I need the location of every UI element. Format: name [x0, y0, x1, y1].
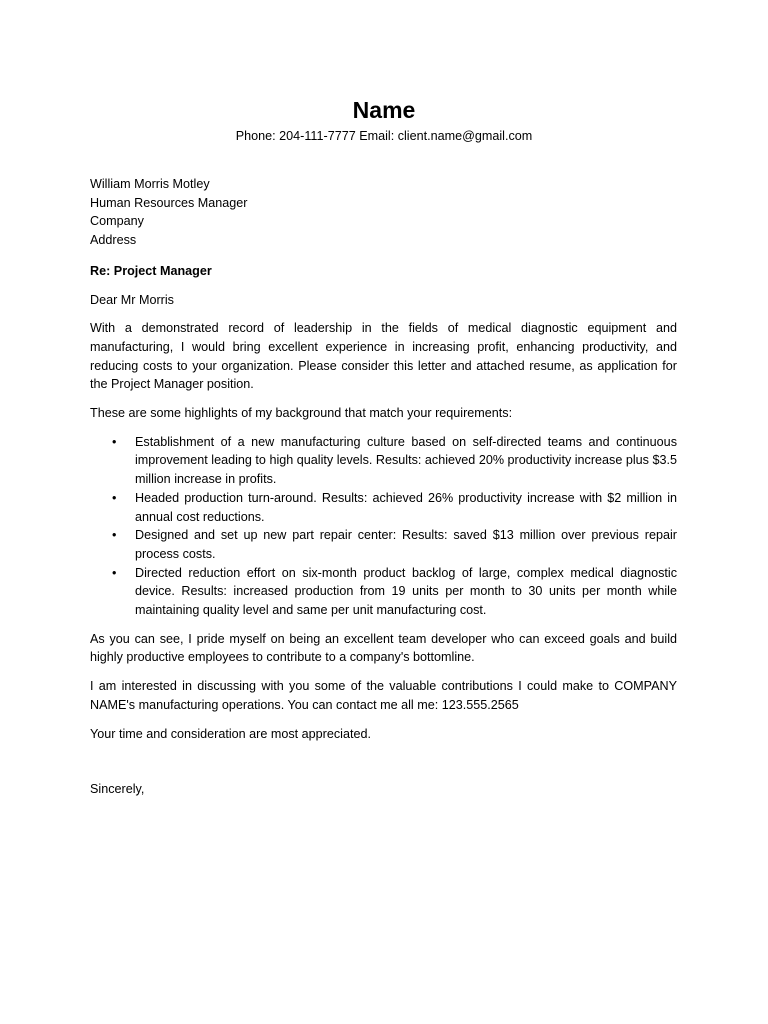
- highlight-text: Directed reduction effort on six-month product backlog of large, complex medical diagnostic device. Results: increased production from 19 units per month to 30 units per month while maintaining quality level and same per unit manufacturing cost.: [135, 565, 677, 618]
- team-paragraph: As you can see, I pride myself on being an excellent team developer who can exceed goals and build highly productive employees to contribute to a company's bottomline.: [90, 631, 677, 665]
- recipient-name: William Morris Motley: [90, 177, 210, 191]
- highlight-text: Designed and set up new part repair center: Results: saved $13 million over previous repair process costs.: [135, 528, 677, 561]
- recipient-block: [90, 175, 677, 250]
- interest-paragraph: I am interested in discussing with you some of the valuable contributions I could make to COMPANY NAME's manufacturing operations. You can contact me all me: 123.555.2565: [90, 679, 677, 712]
- recipient-title: Human Resources Manager: [90, 195, 248, 210]
- subject-line: Re: Project Manager: [90, 263, 212, 278]
- list-item: [90, 433, 677, 489]
- list-item: [90, 564, 677, 620]
- highlights-list: [90, 433, 677, 620]
- bullet-icon: •: [112, 434, 117, 449]
- thanks-paragraph: Your time and consideration are most appreciated.: [90, 726, 371, 741]
- bullet-icon: •: [112, 528, 117, 543]
- salutation: Dear Mr Morris: [90, 292, 174, 307]
- recipient-company: Company: [90, 214, 144, 229]
- recipient-address: Address: [90, 233, 137, 248]
- sender-contact: Phone: 204-111-7777 Email: client.name@gmail.com: [235, 129, 533, 143]
- bullet-icon: •: [112, 565, 117, 580]
- highlight-text: Headed production turn-around. Results: achieved 26% productivity increase with $2 million in annual cost reductions.: [135, 490, 677, 524]
- closing: Sincerely,: [90, 782, 145, 797]
- sender-name: Name: [352, 97, 416, 123]
- highlight-text: Establishment of a new manufacturing culture based on self-directed teams and continuous improvement leading to high quality levels. Results: achieved 20% productivity increase plus $3.5 million increase in profits.: [135, 434, 677, 487]
- letter-body: [90, 175, 677, 799]
- highlights-intro: These are some highlights of my background that match your requirements:: [90, 406, 513, 421]
- list-item: [90, 526, 677, 563]
- bullet-icon: •: [112, 490, 117, 505]
- list-item: [90, 489, 677, 526]
- intro-paragraph: With a demonstrated record of leadership in the fields of medical diagnostic equipment and manufacturing, I would bring excellent experience in increasing profit, enhancing productivity, and reducing costs to your organization. Please consider this letter and attached resume, as application for the Project Manager position.: [90, 321, 677, 392]
